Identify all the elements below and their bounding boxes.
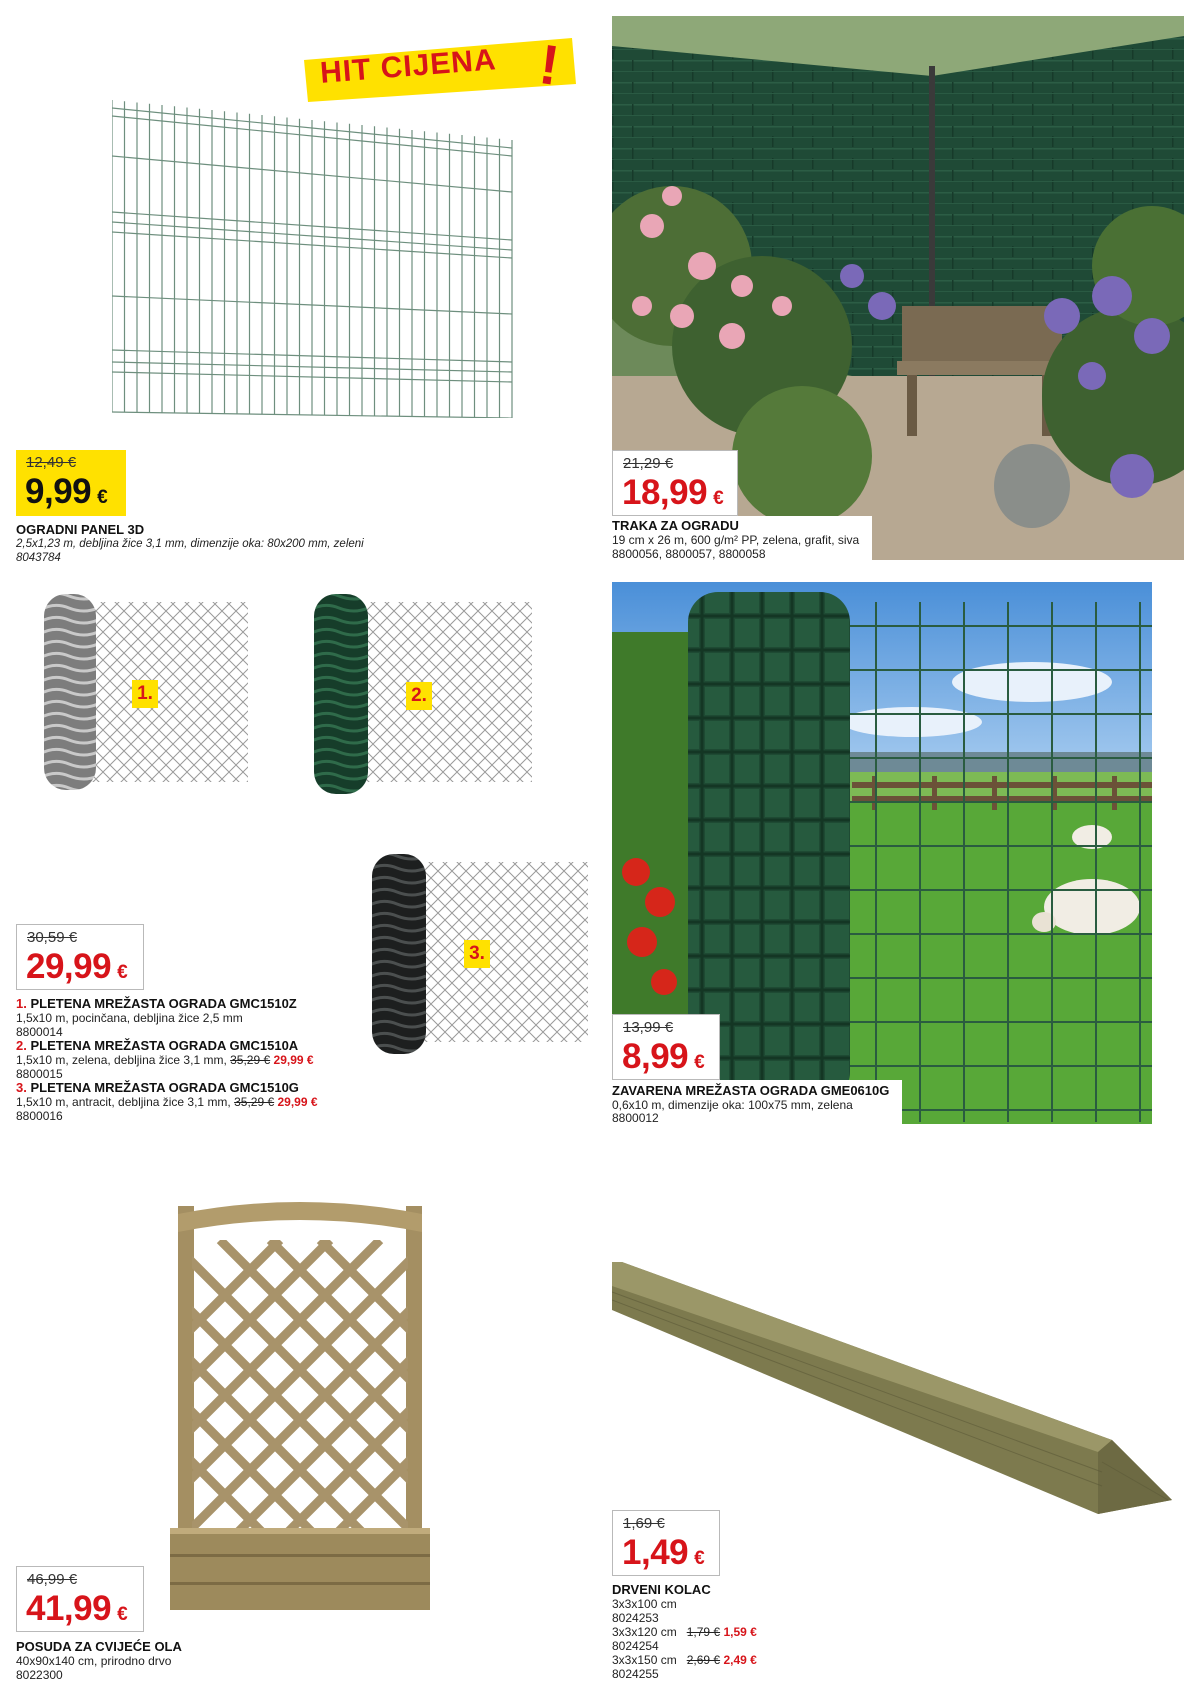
variant-old-price: 1,79 € [686,1625,721,1639]
price-box-fence-tape [612,450,738,516]
trellis-planter-image [170,1200,430,1610]
product-title-planter: POSUDA ZA CVIJEĆE OLA [16,1639,182,1654]
item-spec: 1,5x10 m, zelena, debljina žice 3,1 mm, [16,1053,227,1067]
chain-link-item-3-code: 8800016 [16,1109,63,1123]
product-code-panel-3d: 8043784 [16,552,61,564]
new-price-value: 9,99 [25,472,92,511]
currency: € [117,962,128,983]
chain-link-item-3-spec [16,1095,318,1109]
product-code-fence-tape: 8800056, 8800057, 8800058 [612,547,766,561]
old-price: 46,99 € [27,1571,78,1588]
exclamation-mark: ! [535,32,563,97]
product-code-planter: 8022300 [16,1668,63,1682]
item-title: PLETENA MREŽASTA OGRADA GMC1510G [30,1080,299,1095]
item-new-price: 29,99 € [277,1095,318,1109]
new-price [622,1039,704,1074]
currency: € [713,488,724,509]
new-price-value: 18,99 [622,473,708,512]
stake-variant-3-code: 8024255 [612,1667,659,1681]
product-title-panel-3d: OGRADNI PANEL 3D [16,522,145,537]
product-title-welded-mesh: ZAVARENA MREŽASTA OGRADA GME0610G [612,1083,890,1098]
item-number: 1. [16,996,27,1011]
item-old-price: 35,29 € [230,1053,271,1067]
chain-link-item-2-title [16,1038,298,1053]
price-box-welded-mesh [612,1014,720,1080]
stake-variant-1-size: 3x3x100 cm [612,1597,677,1611]
variant-new-price: 1,59 € [723,1625,757,1639]
currency: € [694,1052,705,1073]
product-title-fence-tape: TRAKA ZA OGRADU [612,518,739,533]
new-price-value: 1,49 [622,1533,689,1572]
currency: € [97,487,108,508]
variant-label-3: 3. [464,940,490,968]
currency: € [117,1604,128,1625]
chain-link-item-1-spec: 1,5x10 m, pocinčana, debljina žice 2,5 mm [16,1011,243,1025]
variant-size: 3x3x150 cm [612,1653,677,1667]
price-box-planter [16,1566,144,1632]
chain-link-item-2-spec [16,1053,314,1067]
item-new-price: 29,99 € [273,1053,314,1067]
new-price [622,1535,704,1570]
item-title: PLETENA MREŽASTA OGRADA GMC1510A [30,1038,299,1053]
stake-variant-3-size [612,1653,757,1667]
product-spec-panel-3d: 2,5x1,23 m, debljina žice 3,1 mm, dimenzije oka: 80x200 mm, zeleni [16,538,364,550]
stake-variant-2-size [612,1625,757,1639]
chain-link-item-3-title [16,1080,299,1095]
old-price: 30,59 € [27,929,78,946]
product-spec-welded-mesh: 0,6x10 m, dimenzije oka: 100x75 mm, zelena [612,1098,853,1112]
old-price: 13,99 € [623,1019,674,1036]
variant-size: 3x3x120 cm [612,1625,677,1639]
item-old-price: 35,29 € [234,1095,275,1109]
old-price: 1,69 € [623,1515,665,1532]
old-price: 12,49 € [26,454,77,471]
variant-new-price: 2,49 € [723,1653,757,1667]
new-price [26,949,127,984]
new-price [26,1591,127,1626]
variant-old-price: 2,69 € [686,1653,721,1667]
stake-variant-1-code: 8024253 [612,1611,659,1625]
price-box-panel-3d [16,450,126,516]
product-code-welded-mesh: 8800012 [612,1111,659,1125]
item-number: 3. [16,1080,27,1095]
hit-cijena-text: HIT CIJENA [318,43,498,90]
wooden-stake-image [612,1262,1172,1522]
item-spec: 1,5x10 m, antracit, debljina žice 3,1 mm, [16,1095,231,1109]
chain-link-item-2-code: 8800015 [16,1067,63,1081]
old-price: 21,29 € [623,455,674,472]
new-price-value: 29,99 [26,947,112,986]
product-spec-planter: 40x90x140 cm, prirodno drvo [16,1654,172,1668]
product-title-wooden-stake: DRVENI KOLAC [612,1582,711,1597]
price-box-wooden-stake [612,1510,720,1576]
chain-link-item-1-title [16,996,297,1011]
product-spec-fence-tape: 19 cm x 26 m, 600 g/m² PP, zelena, grafit, siva [612,533,860,547]
item-number: 2. [16,1038,27,1053]
currency: € [694,1548,705,1569]
hit-cijena-banner [300,32,580,102]
price-box-chain-link [16,924,144,990]
new-price-value: 8,99 [622,1037,689,1076]
new-price [622,475,723,510]
variant-label-2: 2. [406,682,432,710]
stake-variant-2-code: 8024254 [612,1639,659,1653]
item-title: PLETENA MREŽASTA OGRADA GMC1510Z [30,996,297,1011]
new-price [25,474,107,509]
chain-link-item-1-code: 8800014 [16,1025,63,1039]
new-price-value: 41,99 [26,1589,112,1628]
variant-label-1: 1. [132,680,158,708]
panel-3d-image [112,100,514,418]
